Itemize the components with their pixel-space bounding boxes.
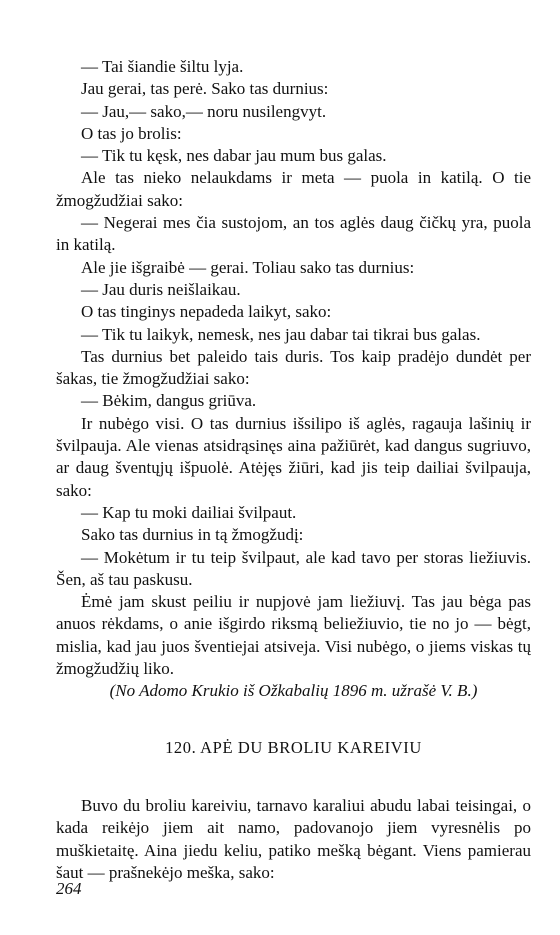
story-paragraph: Ėmė jam skust peiliu ir nupjovė jam liežiuvį. Tas jau bėga pas anuos rėkdams, o anie išgirdo riksmą beliežiuvio, tie no jo — bėgt, mislia, kad jau juos šventiejai atsiveja. Visi nubėgo, o jiems viskas tų žmogžudžių liko. xyxy=(56,592,531,679)
story-paragraph: Ir nubėgo visi. O tas durnius išsilipo iš aglės, ragauja lašinių ir švilpauja. Ale vienas atsidrąsinęs aina pažiūrėt, kad dangus sugriuvo, ar daug šventųjų išpuolė. Atėjęs žiūri, kad jis teip dailiai švilpauja, sako: xyxy=(56,413,531,500)
story-paragraph: — Mokėtum ir tu teip švilpaut, ale kad tavo per storas liežiuvis. Šen, aš tau paskusu. xyxy=(56,547,531,589)
story-paragraph: Ale jie išgraibė — gerai. Toliau sako tas durnius: xyxy=(81,257,415,277)
story-paragraph: — Bėkim, dangus griūva. xyxy=(81,391,257,411)
story-paragraph: Ale tas nieko nelaukdams ir meta — puola in katilą. O tie žmogžudžiai sako: xyxy=(56,168,531,210)
story-paragraph: — Tai šiandie šiltu lyja. xyxy=(81,57,244,76)
story-paragraph: — Jau duris neišlaikau. xyxy=(81,279,241,299)
story-paragraph: — Tik tu kęsk, nes dabar jau mum bus galas. xyxy=(81,146,387,166)
story-paragraph: — Tik tu laikyk, nemesk, nes jau dabar tai tikrai bus galas. xyxy=(81,324,481,344)
story-paragraph: — Jau,— sako,— noru nusilengvyt. xyxy=(81,101,327,121)
chapter-text xyxy=(56,795,531,884)
story-paragraph: Jau gerai, tas perė. Sako tas durnius: xyxy=(81,79,329,99)
page-number: 264 xyxy=(56,879,82,898)
story-paragraph: O tas tinginys nepadeda laikyt, sako: xyxy=(81,302,332,322)
story-paragraph: — Kap tu moki dailiai švilpaut. xyxy=(81,502,297,522)
story-text xyxy=(56,56,531,680)
story-paragraph: Sako tas durnius in tą žmogžudį: xyxy=(81,525,304,545)
story-source-note: (No Adomo Krukio iš Ožkabalių 1896 m. užrašė V. B.) xyxy=(109,681,478,700)
chapter-paragraph: Buvo du broliu kareiviu, tarnavo karaliui abudu labai teisingai, o kada reikėjo jiem ait namo, padovanojo jiem vyresnėlis po muškietaitę. Aina jiedu keliu, patiko mešką bėgant. Viens pamierau šaut — prašnekėjo meška, sako: xyxy=(56,796,531,882)
story-paragraph: O tas jo brolis: xyxy=(81,123,182,143)
story-paragraph: — Negerai mes čia sustojom, an tos aglės daug čičkų yra, puola in katilą. xyxy=(56,213,531,255)
chapter-title: 120. APĖ DU BROLIU KAREIVIU xyxy=(165,738,422,757)
story-paragraph: Tas durnius bet paleido tais duris. Tos kaip pradėjo dundėt per šakas, tie žmogžudžiai sako: xyxy=(56,346,531,389)
